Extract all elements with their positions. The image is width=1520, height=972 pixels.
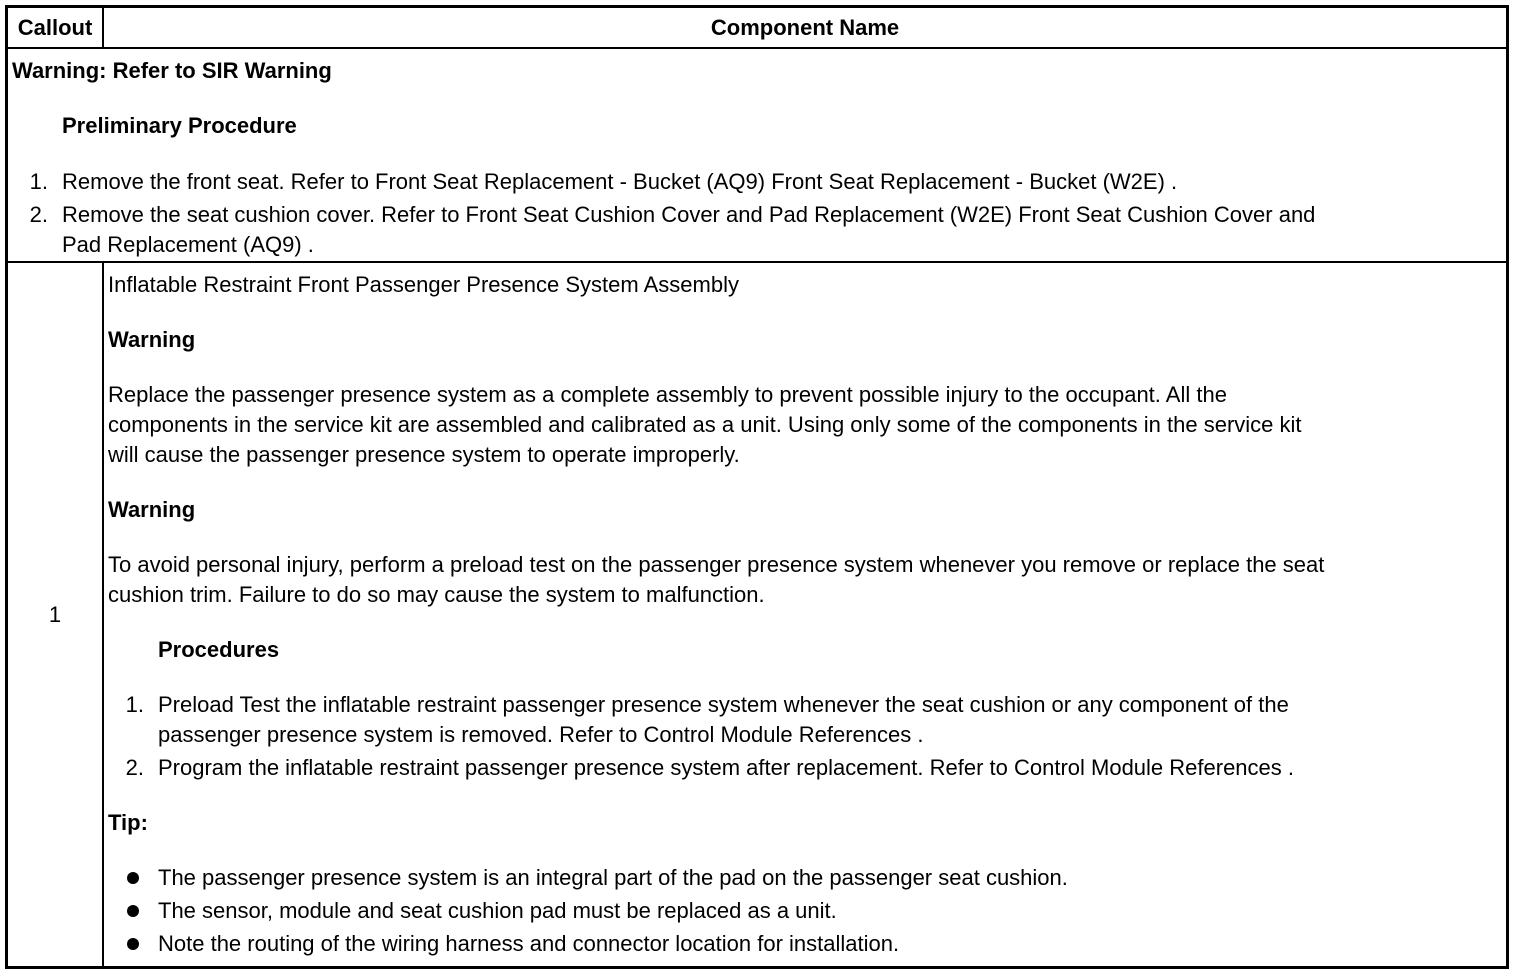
sir-warning-reference: Warning: Refer to SIR Warning — [12, 58, 332, 83]
warning-text-line: Replace the passenger presence system as a complete assembly to prevent possible injury to the occupant. All the — [108, 382, 1227, 407]
bullet-icon — [127, 905, 139, 917]
tip-text: The passenger presence system is an integral part of the pad on the passenger seat cushion. — [158, 865, 1068, 890]
step-text-continued: Pad Replacement (AQ9) . — [62, 232, 314, 257]
tip-text: The sensor, module and seat cushion pad must be replaced as a unit. — [158, 898, 837, 923]
preliminary-section — [8, 49, 1506, 263]
warning-text-line: will cause the passenger presence system to operate improperly. — [108, 442, 740, 467]
table-row — [8, 263, 1506, 966]
warning-text-line: components in the service kit are assembled and calibrated as a unit. Using only some of the components in the service kit — [108, 412, 1302, 437]
component-table — [5, 5, 1509, 969]
step-number: 1. — [29, 169, 48, 194]
callout-column-header: Callout — [8, 8, 104, 47]
component-name-column-header: Component Name — [710, 15, 900, 40]
step-number: 2. — [125, 755, 144, 780]
callout-number: 1 — [8, 263, 104, 966]
step-text: Program the inflatable restraint passenger presence system after replacement. Refer to Control Module References . — [158, 755, 1294, 780]
procedures-heading: Procedures — [158, 637, 280, 662]
step-number: 1. — [125, 692, 144, 717]
preliminary-procedure-heading: Preliminary Procedure — [62, 113, 297, 138]
step-text-continued: passenger presence system is removed. Refer to Control Module References . — [158, 722, 924, 747]
step-number: 2. — [29, 202, 48, 227]
component-name: Inflatable Restraint Front Passenger Presence System Assembly — [108, 272, 739, 297]
table-header-row — [8, 8, 1506, 49]
warning-text-line: To avoid personal injury, perform a preload test on the passenger presence system whenever you remove or replace the seat — [108, 552, 1325, 577]
bullet-icon — [127, 872, 139, 884]
warning-title: Warning — [108, 327, 196, 352]
step-text: Remove the seat cushion cover. Refer to Front Seat Cushion Cover and Pad Replacement (W2E) Front Seat Cushion Cover and — [62, 202, 1316, 227]
step-text: Preload Test the inflatable restraint passenger presence system whenever the seat cushion or any component of the — [158, 692, 1289, 717]
step-text: Remove the front seat. Refer to Front Seat Replacement - Bucket (AQ9) Front Seat Replacement - Bucket (W2E) . — [62, 169, 1178, 194]
tip-title: Tip: — [108, 810, 148, 835]
bullet-icon — [127, 938, 139, 950]
warning-title: Warning — [108, 497, 196, 522]
warning-text-line: cushion trim. Failure to do so may cause the system to malfunction. — [108, 582, 765, 607]
tip-text: Note the routing of the wiring harness and connector location for installation. — [158, 931, 900, 956]
